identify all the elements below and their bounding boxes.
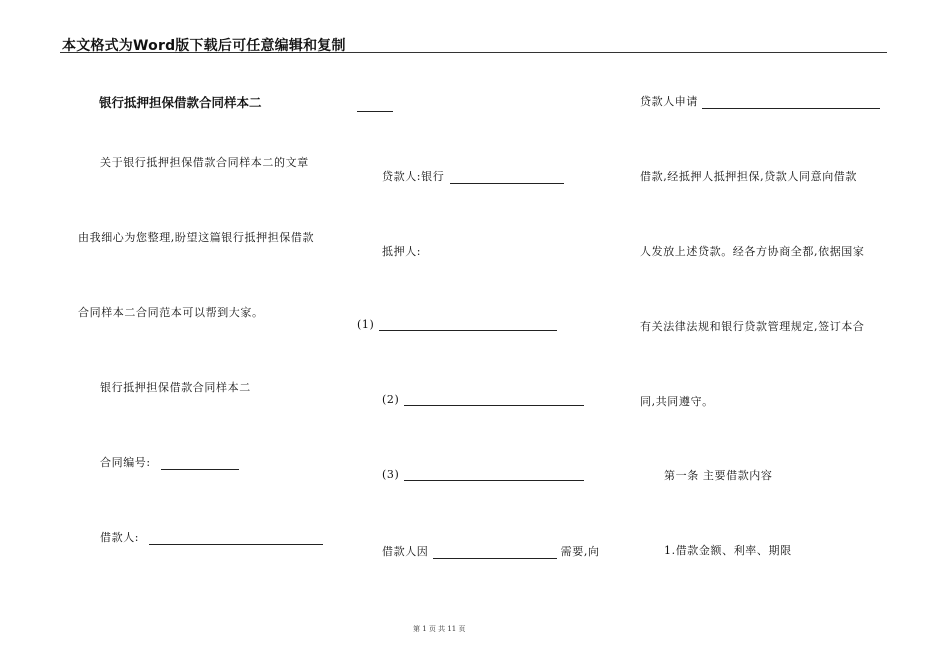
page-number: 第 1 页 共 11 页 (413, 625, 466, 633)
carryover-blank-row (357, 93, 393, 112)
contract-number-row (100, 454, 239, 470)
document-title: 银行抵押担保借款合同样本二 (99, 95, 262, 110)
lender-blank (450, 171, 564, 184)
header-divider (60, 52, 887, 53)
body-line-2: 人发放上述贷款。经各方协商全都,依据国家 (640, 245, 865, 258)
lender-row (382, 168, 564, 184)
contract-number-label: 合同编号: (100, 456, 151, 469)
page-header-title: 本文格式为Word版下载后可任意编辑和复制 (62, 38, 346, 54)
intro-line-3: 合同样本二合同范本可以帮到大家。 (78, 306, 264, 319)
purpose-blank (433, 546, 557, 559)
borrower-blank (149, 532, 323, 545)
item-1-heading: 1.借款金额、利率、期限 (664, 544, 792, 557)
section-subtitle: 银行抵押担保借款合同样本二 (100, 381, 251, 394)
borrower-label: 借款人: (100, 531, 140, 544)
item-2-label: (2) (382, 393, 400, 406)
body-line-4: 同,共同遵守。 (640, 395, 714, 408)
borrower-purpose-label: 借款人因 (382, 545, 429, 558)
item-1-blank (379, 318, 557, 331)
contract-number-blank (161, 457, 239, 470)
article-1-heading: 第一条 主要借款内容 (664, 469, 773, 482)
body-line-3: 有关法律法规和银行贷款管理规定,签订本合 (640, 320, 865, 333)
body-line-1: 借款,经抵押人抵押担保,贷款人同意向借款 (640, 170, 857, 183)
item-2-row (382, 393, 584, 406)
carryover-blank (357, 99, 393, 112)
apply-blank (702, 96, 880, 109)
item-1-row (357, 318, 557, 331)
item-1-label: (1) (357, 318, 375, 331)
item-2-blank (404, 393, 584, 406)
intro-line-2: 由我细心为您整理,盼望这篇银行抵押担保借款 (78, 231, 315, 244)
item-3-row (382, 468, 584, 481)
borrower-purpose-row (382, 543, 600, 559)
borrower-row (100, 529, 323, 545)
item-3-blank (404, 468, 584, 481)
mortgagor-label: 抵押人: (382, 245, 422, 258)
need-to-label: 需要,向 (560, 545, 600, 558)
apply-label: 贷款人申请 (640, 95, 698, 108)
intro-line-1: 关于银行抵押担保借款合同样本二的文章 (100, 156, 309, 169)
apply-row (640, 93, 880, 109)
item-3-label: (3) (382, 468, 400, 481)
lender-label: 贷款人:银行 (382, 170, 445, 183)
